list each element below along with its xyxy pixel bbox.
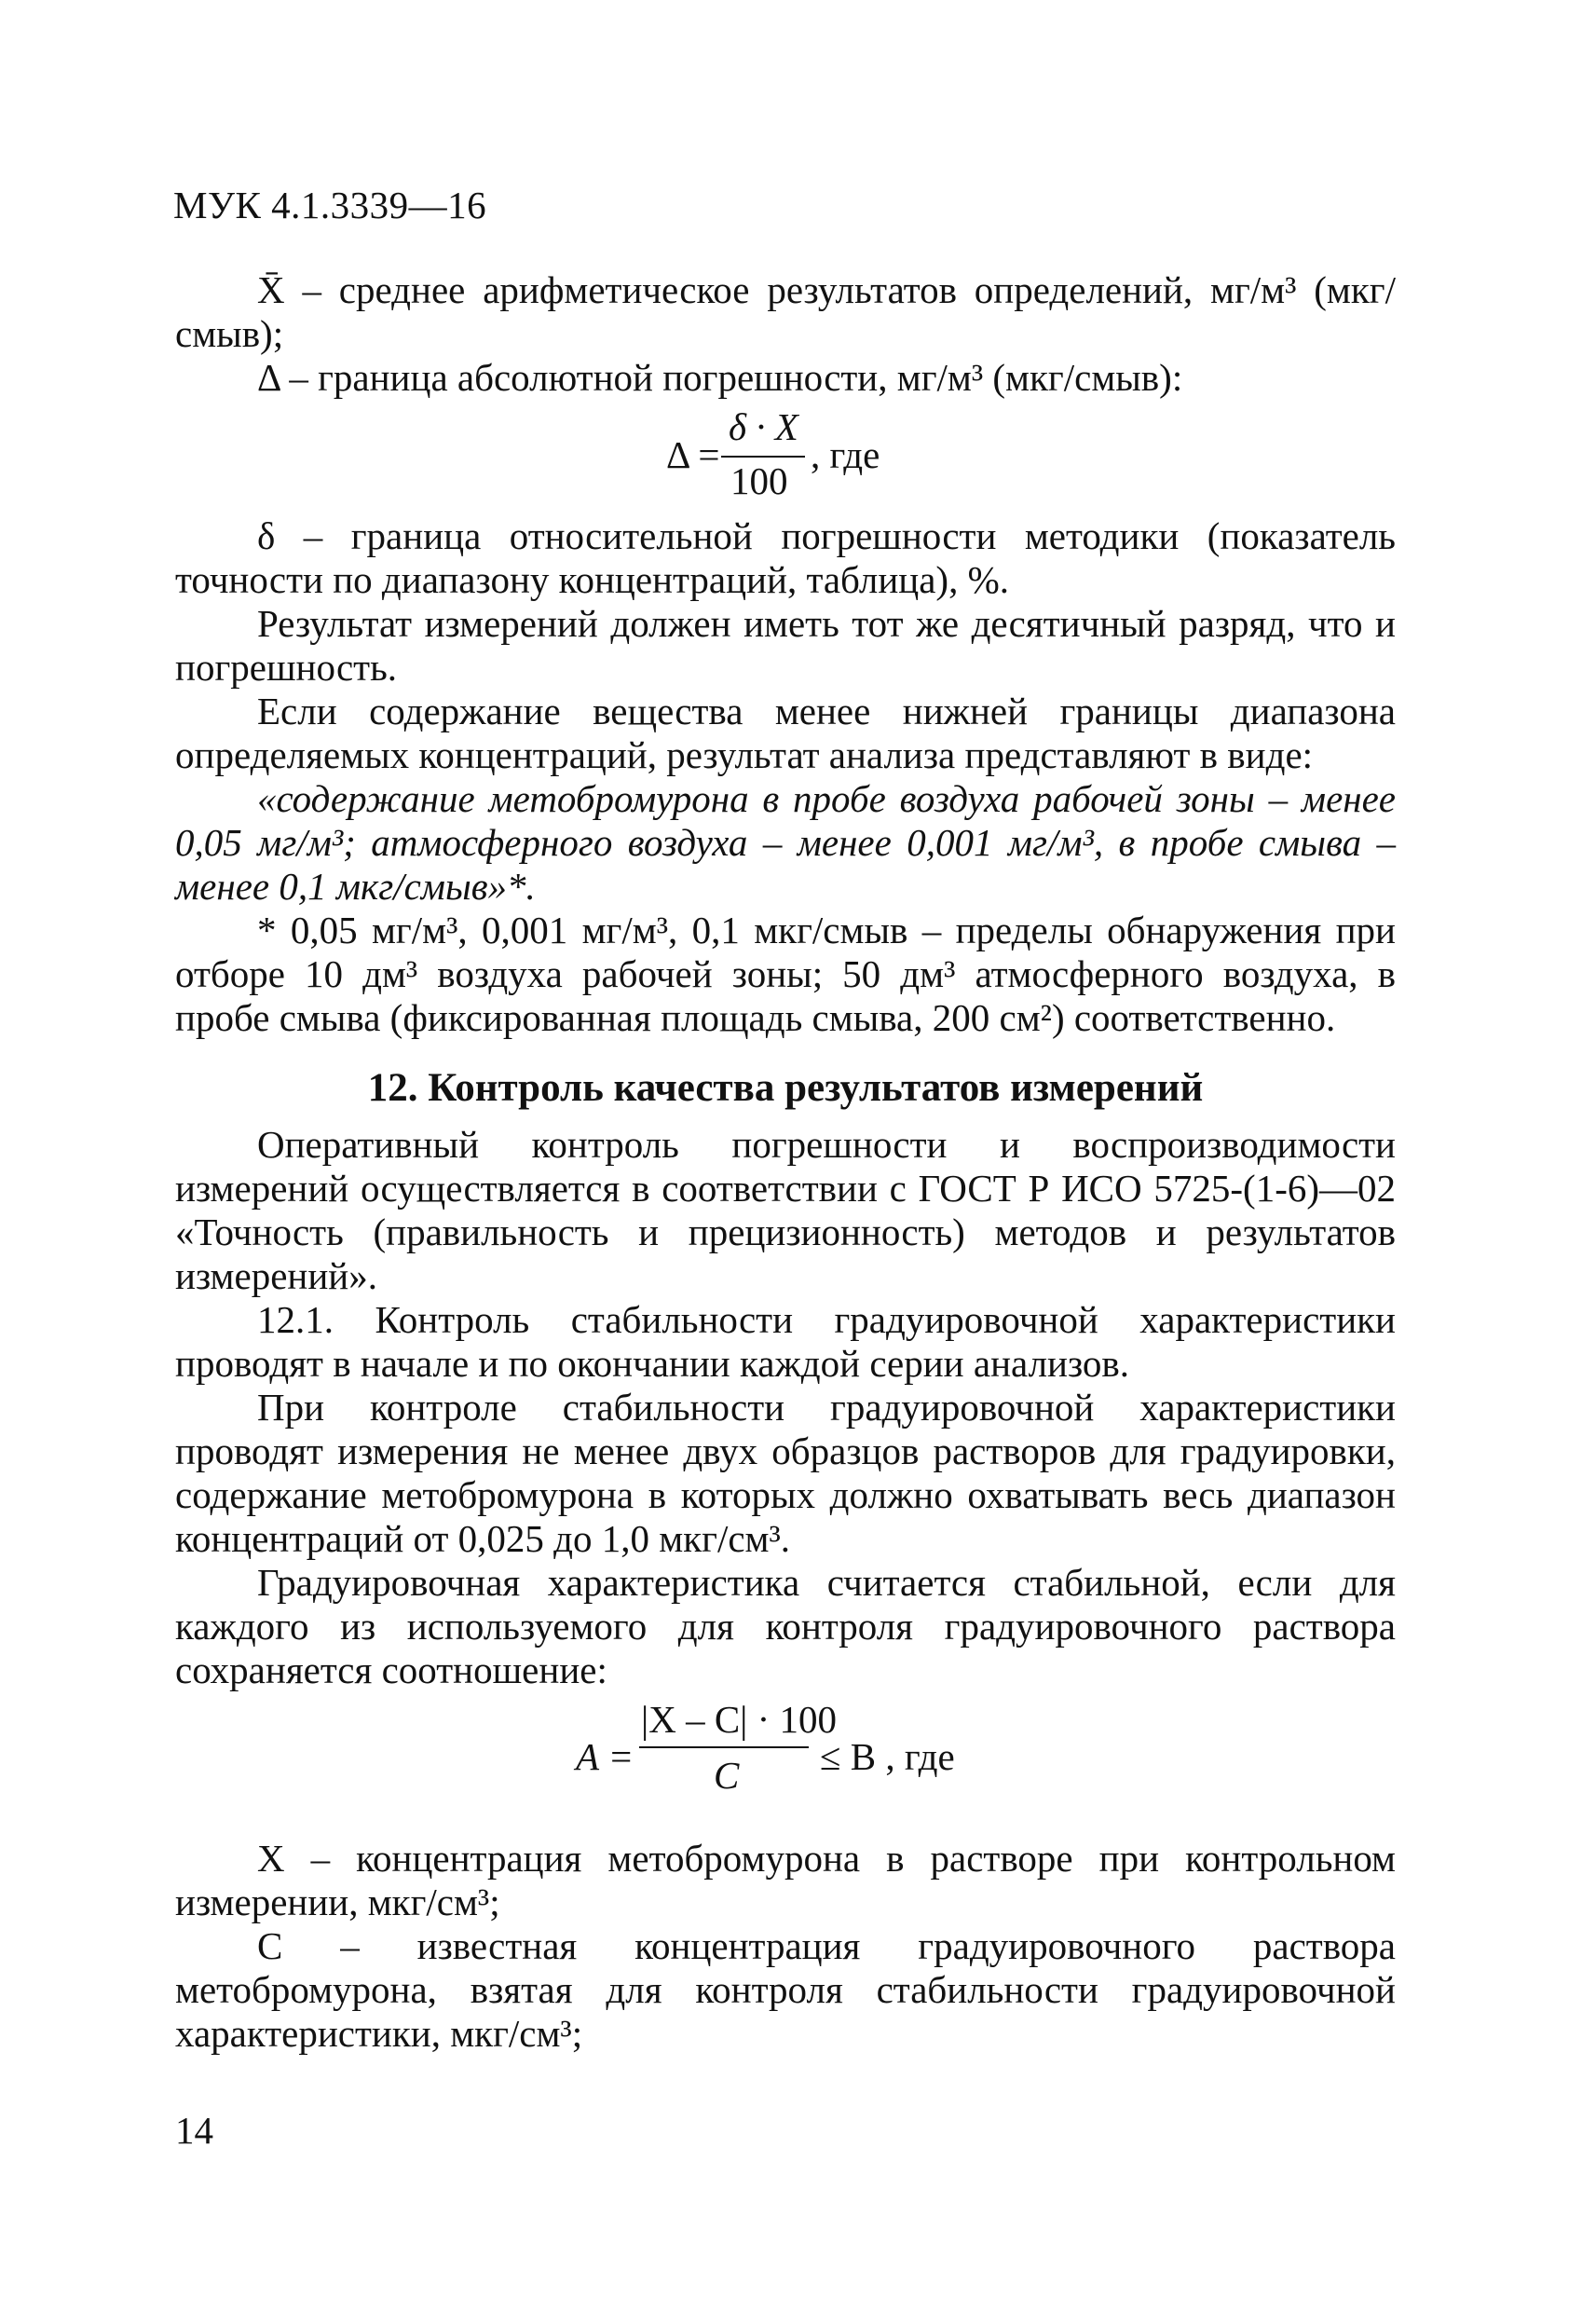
formula-stability-numerator: |X – C| · 100 (641, 1698, 838, 1741)
formula-delta-tail: , где (811, 433, 880, 476)
paragraph-c-definition: C – известная концентрация градуировочного раствора метобромурона, взятая для контроля стабильности градуировочной характеристики, мкг/см³; (175, 1924, 1396, 2055)
paragraph-delta-definition: Δ – граница абсолютной погрешности, мг/м³ (мкг/смыв): (257, 356, 1183, 399)
formula-delta (175, 405, 1396, 513)
paragraph-decimal-rule: Результат измерений должен иметь тот же десятичный разряд, что и погрешность. (175, 602, 1396, 689)
paragraph-footnote-detection-limits: * 0,05 мг/м³, 0,001 мг/м³, 0,1 мкг/смыв – пределы обнаружения при отборе 10 дм³ воздуха рабочей зоны; 50 дм³ атмосферного воздуха, в пробе смыва (фиксированная площадь смыва, 200 см²) соответственно. (175, 909, 1396, 1039)
formula-stability (175, 1698, 1396, 1824)
section-heading: 12. Контроль качества результатов измерений (367, 1066, 1204, 1110)
paragraph-result-format: «содержание метобромурона в пробе воздуха рабочей зоны – менее 0,05 мг/м³; атмосферного воздуха – менее 0,001 мг/м³, в пробе смыва – менее 0,1 мкг/смыв»*. (175, 777, 1396, 908)
formula-stability-denominator: C (714, 1754, 740, 1797)
page-number: 14 (175, 2109, 213, 2152)
paragraph-relative-error: δ – граница относительной погрешности методики (показатель точности по диапазону концентраций, таблица), %. (175, 514, 1396, 601)
formula-delta-denominator: 100 (730, 459, 788, 502)
formula-delta-fraction-bar (721, 456, 805, 458)
main-text (175, 268, 1396, 2056)
formula-stability-tail: ≤ B , где (820, 1735, 955, 1778)
paragraph-12-1: 12.1. Контроль стабильности градуировочной характеристики проводят в начале и по окончании каждой серии анализов. (175, 1298, 1396, 1385)
document-code-header: МУК 4.1.3339—16 (173, 184, 487, 226)
formula-delta-lhs: Δ = (666, 433, 720, 476)
paragraph-operational-control: Оперативный контроль погрешности и воспроизводимости измерений осуществляется в соответствии с ГОСТ Р ИСО 5725-(1-6)—02 «Точность (правильность и прецизионность) методов и результатов измерений». (175, 1123, 1396, 1297)
formula-stability-fraction-bar (639, 1746, 809, 1748)
paragraph-stability-condition: Градуировочная характеристика считается стабильной, если для каждого из используемого для контроля градуировочного раствора сохраняется соотношение: (175, 1561, 1396, 1691)
paragraph-stability-control: При контроле стабильности градуировочной характеристики проводят измерения не менее двух образцов растворов для градуировки, содержание метобромурона в которых должно охватывать весь диапазон концентраций от 0,025 до 1,0 мкг/см³. (175, 1386, 1396, 1560)
formula-stability-lhs: A = (576, 1735, 634, 1778)
paragraph-lower-limit: Если содержание вещества менее нижней границы диапазона определяемых концентраций, результат анализа представляют в виде: (175, 690, 1396, 776)
formula-delta-numerator: δ · X (729, 405, 798, 448)
paragraph-mean-definition: X̄ – среднее арифметическое результатов определений, мг/м³ (мкг/смыв); (175, 268, 1396, 355)
paragraph-x-definition: X – концентрация метобромурона в растворе при контрольном измерении, мкг/см³; (175, 1837, 1396, 1923)
